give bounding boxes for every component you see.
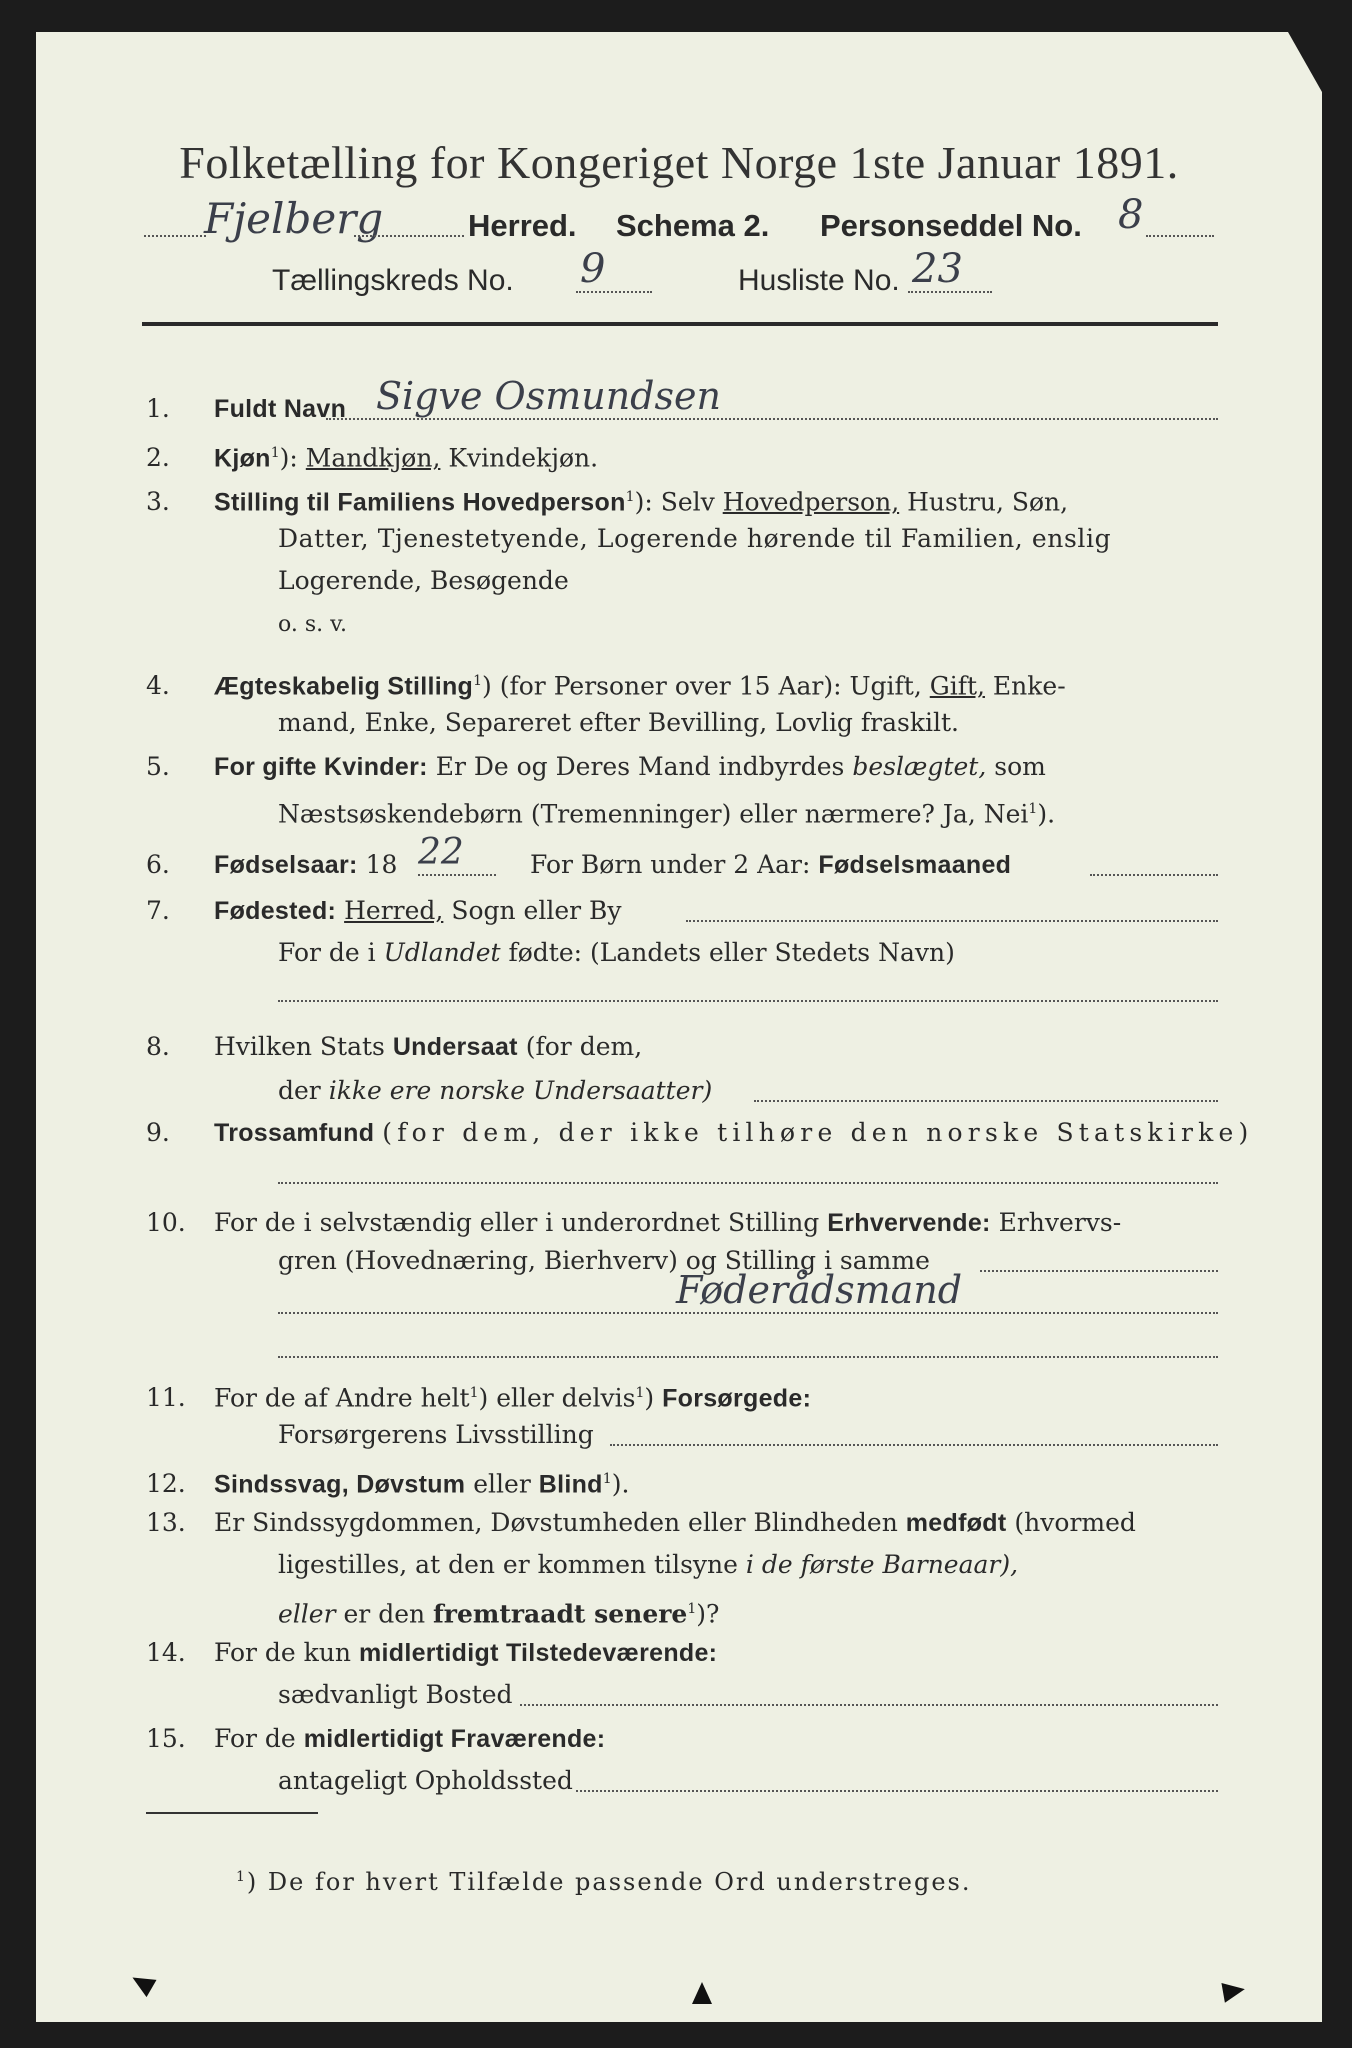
field-label: Forsørgede:: [662, 1384, 812, 1413]
dotted-line: [278, 1356, 1218, 1358]
herred-value: Fjelberg: [204, 194, 384, 243]
field-5: [146, 752, 1046, 782]
option-text: Sogn eller By: [451, 896, 622, 925]
field-10-line-2: gren (Hovednæring, Bierhverv) og Stilling i samme: [278, 1246, 930, 1275]
field-label: Stilling til Familiens Hovedperson: [214, 488, 626, 517]
field-label: Fødested:: [214, 897, 337, 925]
field-6: [146, 850, 397, 880]
text: For de: [214, 1724, 296, 1753]
field-label: midlertidigt Tilstedeværende:: [358, 1639, 718, 1667]
field-number: 15.: [146, 1724, 186, 1753]
dotted-line: [278, 1000, 1218, 1002]
dotted-line: [576, 291, 652, 293]
field-11: 11. For de af Andre helt$^1$) eller delvis$^1$) Forsørgede:: [146, 1383, 812, 1413]
field-label: Undersaat: [392, 1033, 518, 1061]
text: Udlandet: [383, 938, 501, 967]
footnote-rule: [146, 1812, 318, 1814]
text: fødte: (Landets eller Stedets Navn): [508, 938, 955, 967]
text: For de kun: [214, 1638, 352, 1667]
field-1: [146, 394, 346, 424]
field-number: 11.: [146, 1383, 186, 1413]
text: Hvilken Stats: [214, 1032, 385, 1061]
field-15-line-2: antageligt Opholdssted: [278, 1766, 573, 1795]
dotted-line: [354, 235, 464, 237]
field-number: 6.: [146, 850, 170, 879]
text: ligestilles, at den er kommen tilsyne: [278, 1550, 738, 1579]
folded-corner: [1288, 32, 1322, 92]
field-label: Fuldt Navn: [214, 395, 347, 423]
dotted-line: [980, 1270, 1218, 1272]
field-label: medfødt: [905, 1509, 1007, 1537]
kreds-value: 9: [580, 246, 606, 292]
text: For de af Andre helt: [214, 1383, 470, 1413]
dotted-line: [144, 235, 206, 237]
field-number: 4.: [146, 671, 170, 701]
footnote-text: ) De for hvert Tilfælde passende Ord understreges.: [246, 1868, 972, 1896]
text: (hvormed: [1014, 1508, 1136, 1537]
text: eller: [473, 1469, 531, 1499]
dotted-line: [610, 1444, 1218, 1446]
text: er den: [343, 1599, 426, 1629]
text: ikke ere norske Undersaatter): [328, 1076, 713, 1105]
text: eller delvis: [496, 1383, 636, 1413]
position-selected: Hovedperson,: [722, 487, 900, 517]
personseddel-value: 8: [1118, 192, 1144, 238]
field-3-line-4: o. s. v.: [278, 612, 347, 637]
field-label: Trossamfund: [214, 1119, 375, 1147]
field-14: [146, 1638, 717, 1668]
text: i de første Barneaar),: [745, 1550, 1019, 1579]
field-5-line-2: Næstsøskendebørn (Tremenninger) eller nærmere? Ja, Nei$^1$).: [278, 799, 1056, 829]
text: (for dem,: [525, 1032, 643, 1061]
dotted-line: [686, 920, 1218, 922]
field-label: Sindssvag, Døvstum: [214, 1470, 466, 1499]
field-14-line-2: sædvanligt Bosted: [278, 1680, 513, 1709]
field-3-line-3: Logerende, Besøgende: [278, 566, 569, 595]
field-4: 4. Ægteskabelig Stilling$^1$) (for Personer over 15 Aar): Ugift, Gift, Enke-: [146, 671, 1066, 701]
field-number: 2.: [146, 443, 170, 473]
marital-selected: Gift,: [929, 671, 985, 701]
option-text: For Børn under 2 Aar:: [530, 850, 811, 879]
field-label: Fødselsmaaned: [818, 851, 1012, 879]
name-value: Sigve Osmundsen: [376, 374, 721, 418]
header-rule: [142, 322, 1218, 326]
field-3-line-2: Datter, Tjenestetyende, Logerende hørende til Familien, enslig: [278, 524, 1112, 553]
dotted-line: [754, 1100, 1218, 1102]
dotted-line: [278, 1312, 1218, 1314]
field-9: [146, 1118, 1253, 1148]
field-label: Erhvervende:: [827, 1209, 991, 1237]
herred-label: Herred.: [468, 208, 577, 243]
text: For de i: [278, 938, 376, 967]
field-label: midlertidigt Fraværende:: [303, 1725, 606, 1753]
field-number: 3.: [146, 487, 170, 517]
field-number: 12.: [146, 1469, 186, 1499]
husliste-label: Husliste No.: [738, 264, 900, 297]
field-8: [146, 1032, 642, 1062]
form-title: Folketælling for Kongeriget Norge 1ste Januar 1891.: [179, 137, 1179, 188]
footnote-ref: 1: [270, 445, 280, 461]
sex-selected: Mandkjøn,: [305, 443, 441, 473]
personseddel-label: Personseddel No.: [820, 208, 1082, 243]
dotted-line: [576, 1790, 1218, 1792]
option-text: Enke-: [992, 671, 1066, 701]
field-label: Ægteskabelig Stilling: [214, 672, 474, 701]
footnote: [236, 1868, 971, 1896]
field-label: fremtraadt senere: [433, 1599, 688, 1629]
field-2: 2. Kjøn$^1$): Mandkjøn, Kvindekjøn.: [146, 443, 599, 473]
field-13-line-2: [278, 1550, 1018, 1580]
text: eller: [278, 1599, 336, 1629]
text: For de i selvstændig eller i underordnet Stilling: [214, 1208, 820, 1237]
field-number: 5.: [146, 752, 170, 781]
occupation-value: Føderådsmand: [676, 1268, 963, 1312]
field-label: Kjøn: [214, 444, 271, 473]
field-label: For gifte Kvinder:: [214, 753, 428, 781]
husliste-value: 23: [912, 246, 963, 292]
field-12: 12. Sindssvag, Døvstum eller Blind$^1$).: [146, 1469, 630, 1499]
field-13: [146, 1508, 1136, 1538]
option-text: Er De og Deres Mand indbyrdes: [435, 752, 845, 781]
field-3: 3. Stilling til Familiens Hovedperson$^1$): Selv Hovedperson, Hustru, Søn,: [146, 487, 1069, 517]
text: Erhvervs-: [998, 1208, 1122, 1237]
dotted-line: [326, 418, 1218, 420]
field-13-line-3: eller er den fremtraadt senere$^1$)?: [278, 1599, 720, 1629]
field-label: Blind: [538, 1470, 603, 1499]
option-text: som: [994, 752, 1046, 781]
dotted-line: [1146, 235, 1214, 237]
field-10: [146, 1208, 1121, 1238]
field-number: 10.: [146, 1208, 186, 1237]
field-11-line-2: Forsørgerens Livsstilling: [278, 1420, 594, 1449]
binding-mark: [1221, 1979, 1246, 2003]
text: (for dem, der ikke tilhøre den norske Statskirke): [382, 1118, 1254, 1147]
option-text: (for Personer over 15 Aar): Ugift,: [499, 671, 922, 701]
dotted-line: [520, 1704, 1218, 1706]
text: der: [278, 1076, 321, 1105]
field-number: 13.: [146, 1508, 186, 1537]
field-number: 1.: [146, 394, 170, 423]
text: Er Sindssygdommen, Døvstumheden eller Blindheden: [214, 1508, 898, 1537]
binding-mark: [692, 1982, 712, 2004]
sex-option: Kvindekjøn.: [448, 443, 599, 473]
option-text: Selv: [660, 487, 715, 517]
field-number: 7.: [146, 896, 170, 925]
birth-year-value: 22: [418, 832, 464, 873]
footnote-marker: 1: [236, 1869, 247, 1885]
dotted-line: [418, 874, 496, 876]
dotted-line: [908, 291, 992, 293]
field-number: 8.: [146, 1032, 170, 1061]
schema-label: Schema 2.: [616, 208, 770, 243]
field-15: [146, 1724, 605, 1754]
option-text: Hustru, Søn,: [907, 487, 1069, 517]
field-label: Fødselsaar:: [214, 851, 358, 879]
dotted-line: [278, 1182, 1218, 1184]
kreds-label: Tællingskreds No.: [272, 264, 514, 297]
census-form-sheet: [36, 32, 1322, 2022]
birthplace-selected: Herred,: [344, 896, 444, 925]
field-4-line-2: mand, Enke, Separeret efter Bevilling, Lovlig fraskilt.: [278, 708, 959, 737]
option-text: beslægtet,: [852, 752, 987, 781]
field-8-line-2: [278, 1076, 712, 1106]
field-number: 9.: [146, 1118, 170, 1147]
dotted-line: [1090, 874, 1218, 876]
year-prefix: 18: [365, 850, 398, 879]
binding-mark: [127, 1969, 156, 1997]
field-7: [146, 896, 622, 926]
field-6-part-2: [530, 850, 1011, 880]
field-5-line-2-text: Næstsøskendebørn (Tremenninger) eller nærmere? Ja, Nei: [278, 799, 1029, 829]
field-number: 14.: [146, 1638, 186, 1667]
field-7-line-2: [278, 938, 955, 968]
